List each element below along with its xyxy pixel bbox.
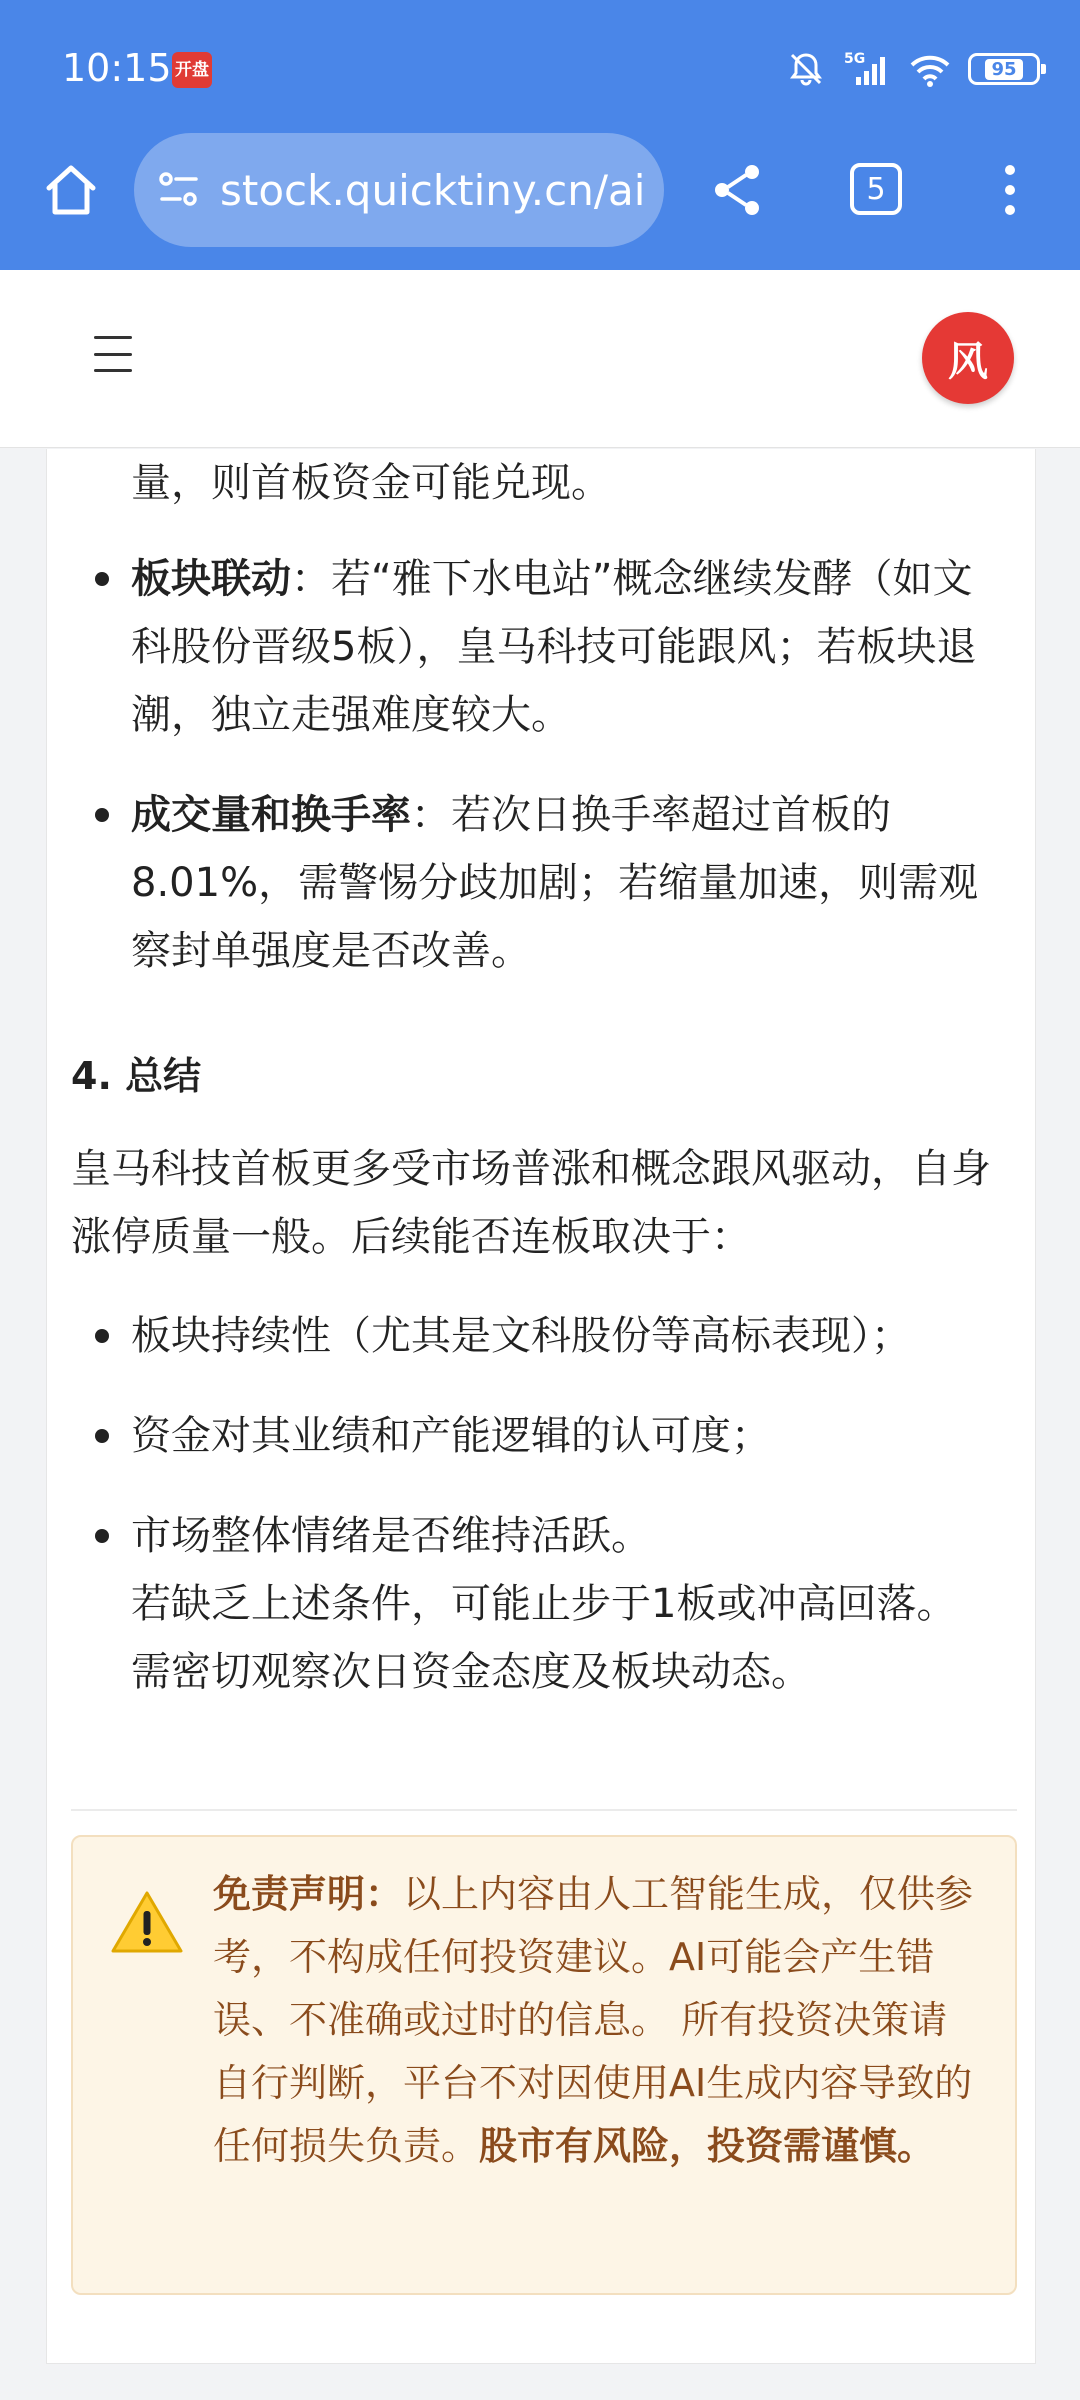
list-item-text: ：若“雅下水电站”概念继续发酵（如文科股份晋级5板），皇马科技可能跟风；若板块退潮，独立走强难度较大。: [131, 556, 977, 738]
home-button[interactable]: [38, 157, 104, 223]
disclaimer-emphasis: 股市有风险，投资需谨慎。: [479, 2124, 936, 2168]
summary-paragraph: 皇马科技首板更多受市场普涨和概念跟风驱动，自身涨停质量一般。后续能否连板取决于：: [71, 1146, 991, 1260]
list-item-label: 板块联动: [131, 556, 291, 602]
home-icon: [41, 160, 101, 220]
list-item: [131, 1502, 1011, 1706]
hamburger-menu-icon[interactable]: [94, 336, 132, 372]
disclaimer-box: [71, 1835, 1017, 2295]
tab-switcher-button[interactable]: 5: [850, 163, 902, 215]
conclusion-line: 需密切观察次日资金态度及板块动态。: [131, 1649, 811, 1695]
divider: [71, 1809, 1017, 1811]
warning-icon: [111, 1889, 183, 1955]
browser-toolbar: [0, 130, 1080, 270]
status-time: 10:15: [62, 46, 172, 90]
list-item-label: 成交量和换手率: [131, 792, 411, 838]
menu-dot-icon: [1005, 205, 1015, 215]
url-text[interactable]: stock.quicktiny.cn/ai: [220, 165, 646, 215]
list-item: [131, 545, 1011, 749]
market-open-badge: 开盘: [172, 52, 212, 88]
list-item-text: 市场整体情绪是否维持活跃。: [131, 1513, 651, 1559]
bell-muted-icon: [786, 49, 826, 89]
wifi-icon: [908, 49, 952, 89]
disclaimer-text: [213, 1863, 983, 2178]
continued-text: 量，则首板资金可能兑现。: [131, 460, 611, 506]
address-bar[interactable]: [134, 133, 664, 247]
share-button[interactable]: [705, 157, 771, 223]
conclusion-line: 若缺乏上述条件，可能止步于1板或冲高回落。: [131, 1581, 957, 1627]
disclaimer-label: 免责声明：: [213, 1872, 404, 1916]
list-item: 资金对其业绩和产能逻辑的认可度；: [131, 1402, 1011, 1470]
cellular-signal-icon: [842, 49, 892, 89]
browser-chrome: [0, 0, 1080, 270]
battery-icon: [968, 53, 1040, 85]
section-heading: 4. 总结: [71, 1054, 202, 1098]
list-item: [131, 781, 1011, 985]
site-header: [0, 270, 1080, 448]
overflow-menu-button[interactable]: [985, 157, 1035, 223]
list-item: 板块持续性（尤其是文科股份等高标表现）；: [131, 1302, 1011, 1370]
site-settings-icon[interactable]: [156, 167, 202, 213]
network-type: 5G: [844, 51, 866, 67]
share-icon: [708, 160, 768, 220]
menu-dot-icon: [1005, 185, 1015, 195]
user-avatar[interactable]: 风: [922, 312, 1014, 404]
menu-dot-icon: [1005, 165, 1015, 175]
battery-level: 95: [985, 59, 1022, 80]
disclaimer-body: 以上内容由人工智能生成，仅供参考，不构成任何投资建议。AI可能会产生错误、不准确或过时的信息。 所有投资决策请自行判断，平台不对因使用AI生成内容导致的任何损失负责。: [213, 1872, 974, 2168]
status-icons: [786, 44, 1040, 94]
list-item-text: ：若次日换手率超过首板的8.01%，需警惕分歧加剧；若缩量加速，则需观察封单强度是否改善。: [131, 792, 979, 974]
status-bar: [0, 0, 1080, 130]
article-content: [46, 449, 1036, 2364]
